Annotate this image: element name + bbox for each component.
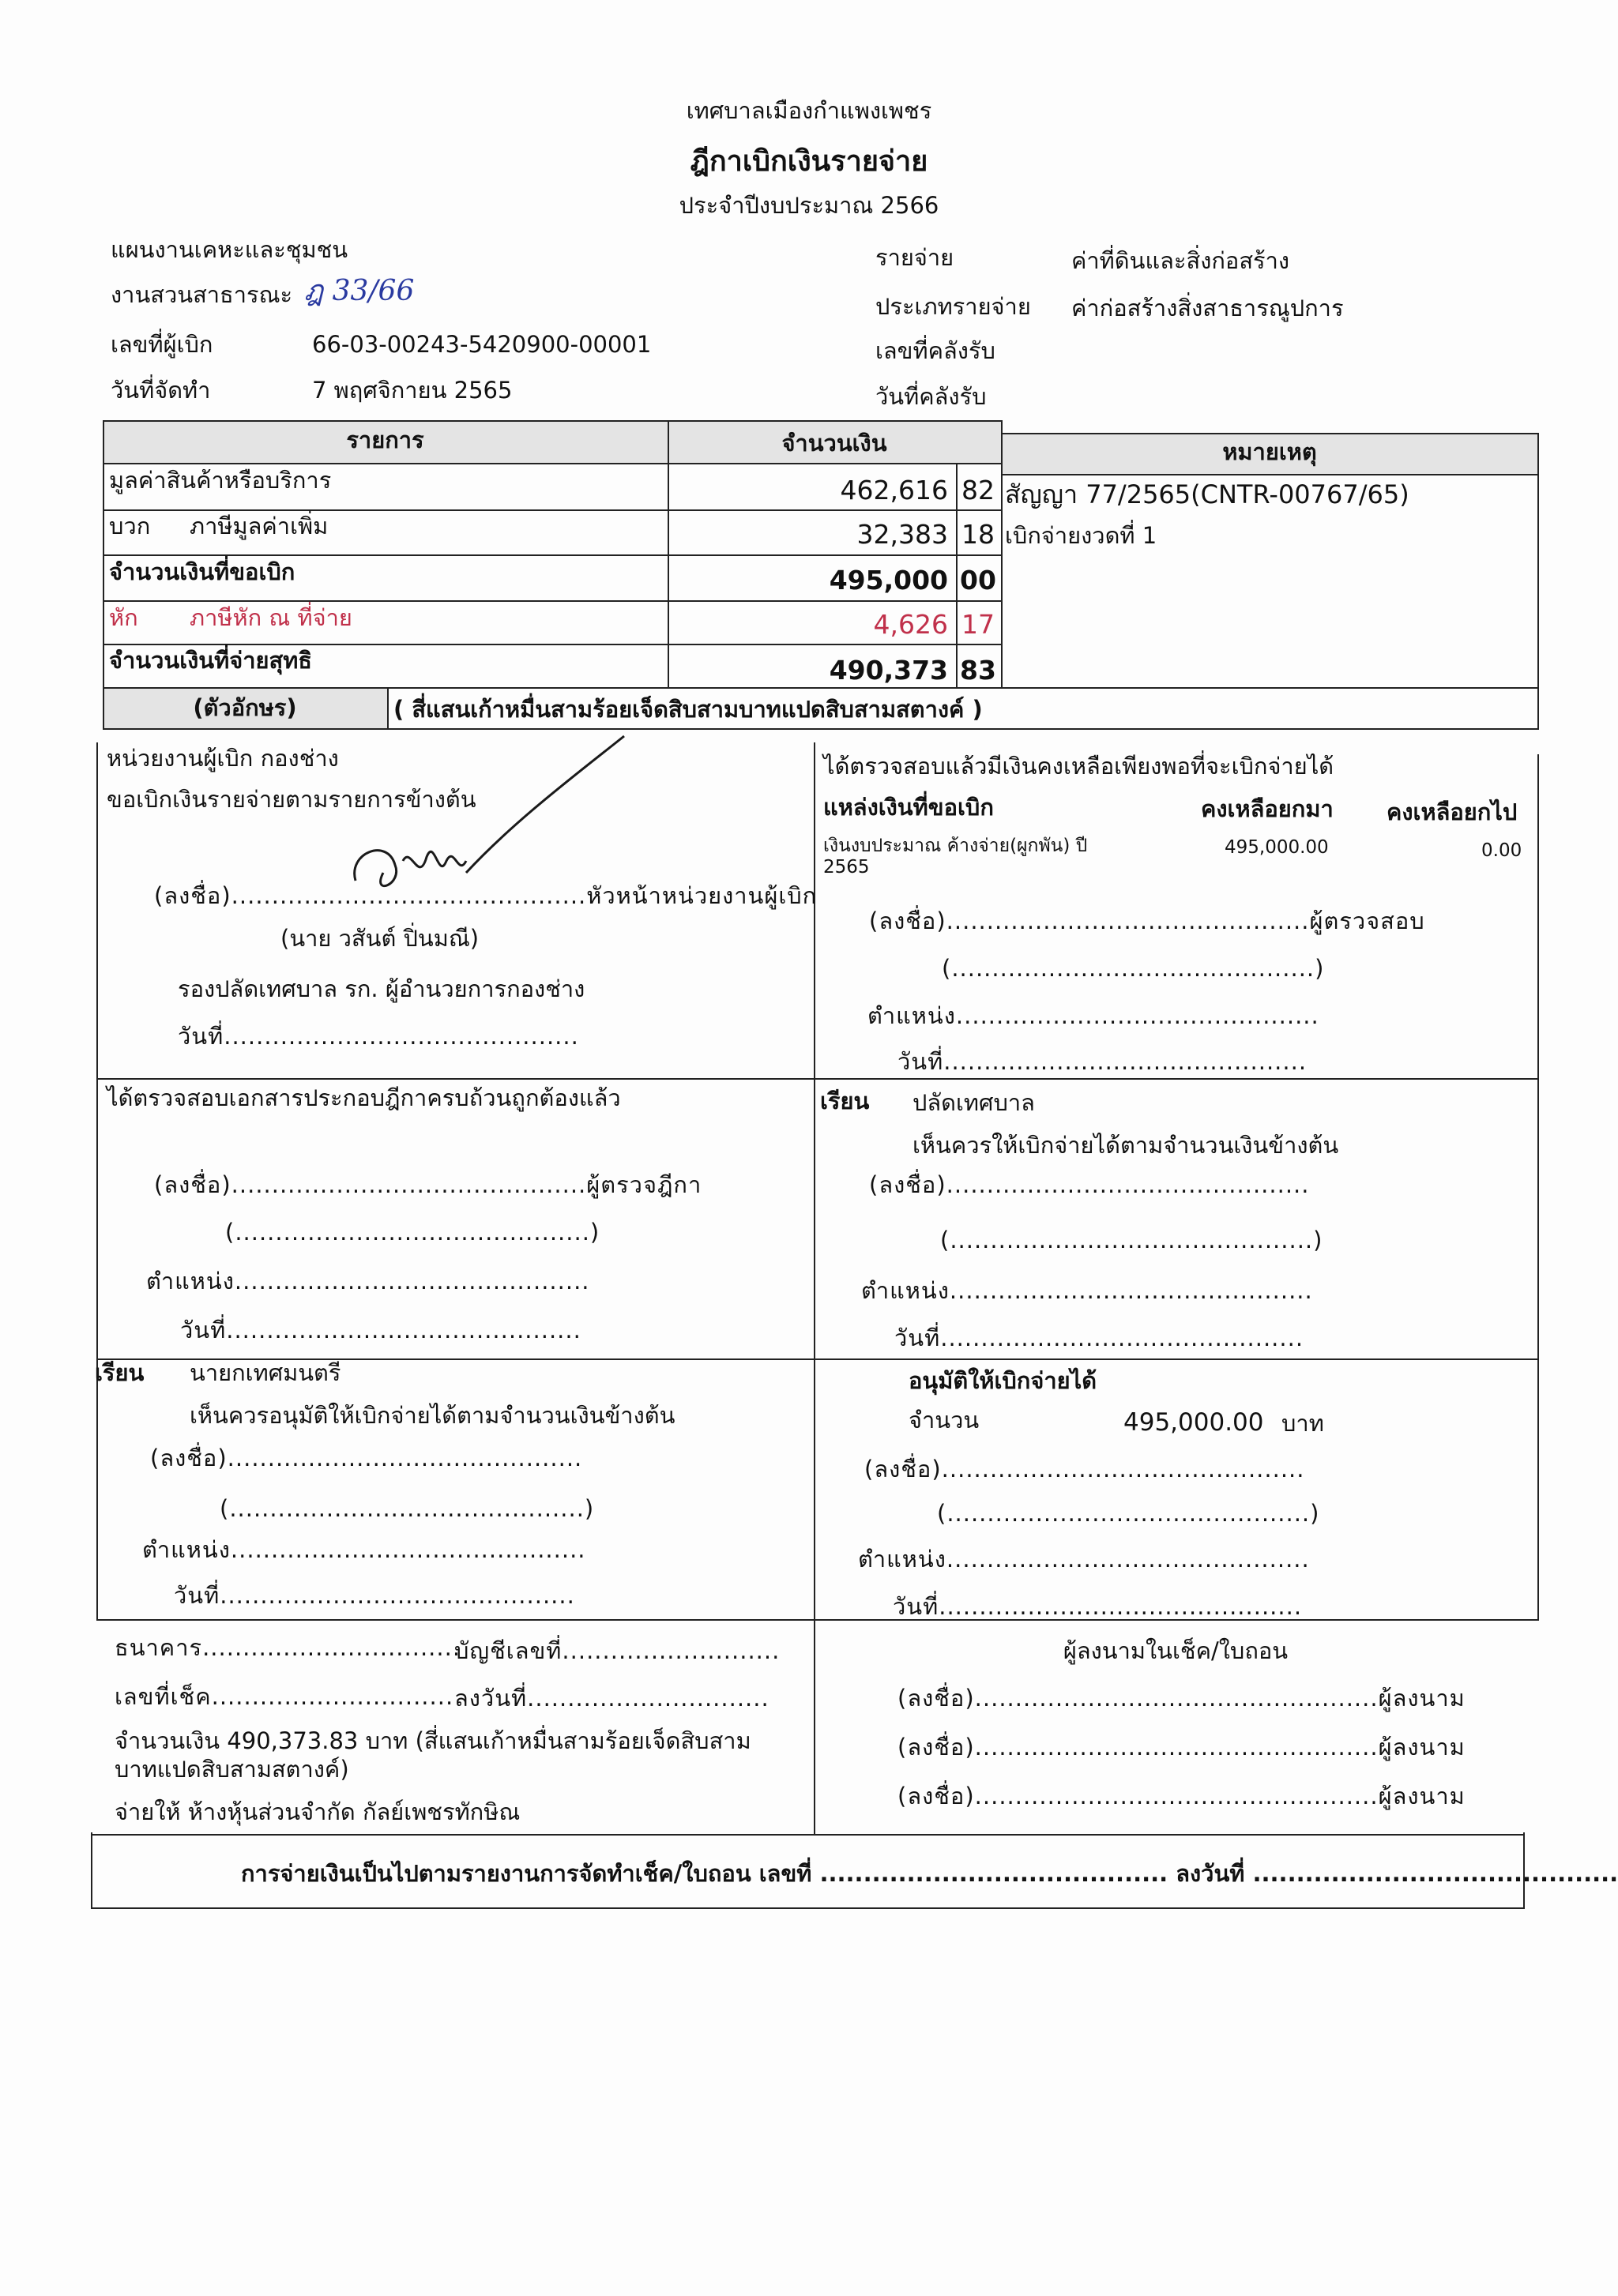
s6-amount-label: จำนวน bbox=[909, 1407, 980, 1434]
s5-paren-line: (............................................) bbox=[220, 1495, 595, 1522]
s5-text: เห็นควรอนุมัติให้เบิกจ่ายได้ตามจำนวนเงินข้างต้น bbox=[190, 1402, 675, 1429]
s2-balance-forward: 495,000.00 bbox=[1225, 837, 1329, 858]
s3-position: ตำแหน่ง............................................ bbox=[146, 1268, 590, 1295]
expense-type-label: ประเภทรายจ่าย bbox=[875, 293, 1031, 320]
s4-position: ตำแหน่ง............................................. bbox=[861, 1277, 1313, 1304]
s7-cheque-no: เลขที่เช็ค.............................. bbox=[115, 1683, 454, 1710]
s6-paren-line: (.............................................) bbox=[937, 1500, 1320, 1527]
row-label: ภาษีมูลค่าเพิ่ม bbox=[190, 513, 329, 539]
row-baht: 4,626 bbox=[873, 609, 948, 640]
s7-amount-line2: บาทแปดสิบสามสตางค์) bbox=[115, 1756, 349, 1783]
s2-balance-forward-header: คงเหลือยกมา bbox=[1201, 795, 1334, 822]
amount-in-words: ( สี่แสนเก้าหมื่นสามร้อยเจ็ดสิบสามบาทแปดสิบสามสตางค์ ) bbox=[393, 696, 983, 723]
s7-payee: จ่ายให้ ห้างหุ้นส่วนจำกัด กัลย์เพชรทักษิณ bbox=[115, 1798, 521, 1825]
s2-source-line1: เงินงบประมาณ ค้างจ่าย(ผูกพัน) ปี bbox=[823, 836, 1088, 856]
s2-source-line2: 2565 bbox=[823, 857, 870, 877]
s1-request: ขอเบิกเงินรายจ่ายตามรายการข้างต้น bbox=[107, 786, 476, 813]
date-value: 7 พฤศจิกายน 2565 bbox=[312, 377, 513, 404]
s3-text: ได้ตรวจสอบเอกสารประกอบฎีกาครบถ้วนถูกต้องแล้ว bbox=[107, 1084, 621, 1111]
words-label: (ตัวอักษร) bbox=[193, 694, 297, 721]
s8-signer-1: (ลงชื่อ)..................................................ผู้ลงนาม bbox=[897, 1685, 1466, 1712]
plan: แผนงานเคหะและชุมชน bbox=[111, 236, 348, 263]
requester-no-label: เลขที่ผู้เบิก bbox=[111, 331, 213, 358]
s5-date: วันที่............................................ bbox=[174, 1582, 575, 1609]
col-amount-header: จำนวนเงิน bbox=[781, 430, 887, 457]
requester-no: 66-03-00243-5420900-00001 bbox=[312, 331, 652, 358]
row-satang: 83 bbox=[960, 655, 996, 686]
s4-sign-line: (ลงชื่อ)............................................. bbox=[869, 1171, 1310, 1198]
s2-position: ตำแหน่ง............................................. bbox=[867, 1002, 1319, 1029]
s1-sign-line: (ลงชื่อ)............................................หัวหน้าหน่วยงานผู้เบิก bbox=[154, 882, 818, 909]
s7-cheque-date: ลงวันที่.............................. bbox=[454, 1685, 769, 1712]
handwritten-note: ฎ 33/66 bbox=[304, 275, 415, 307]
signature-image bbox=[340, 727, 648, 908]
treasury-date-label: วันที่คลังรับ bbox=[875, 383, 987, 410]
s2-balance-carry-header: คงเหลือยกไป bbox=[1387, 799, 1518, 825]
s7-bank: ธนาคาร................................ bbox=[115, 1634, 461, 1661]
s4-text: เห็นควรให้เบิกจ่ายได้ตามจำนวนเงินข้างต้น bbox=[912, 1132, 1339, 1159]
row-baht: 495,000 bbox=[829, 565, 948, 596]
s8-title: ผู้ลงนามในเช็ค/ใบถอน bbox=[1063, 1637, 1289, 1664]
row-prefix: หัก bbox=[109, 604, 138, 631]
row-label: จำนวนเงินที่ขอเบิก bbox=[109, 558, 295, 585]
s3-date: วันที่............................................ bbox=[180, 1317, 581, 1343]
org-name: เทศบาลเมืองกำแพงเพชร bbox=[686, 97, 932, 124]
footer-note: การจ่ายเงินเป็นไปตามรายงานการจัดทำเช็ค/ใบถอน เลขที่ ........................................ ลงวันที่ .......................................... bbox=[241, 1860, 1618, 1887]
s1-unit: หน่วยงานผู้เบิก กองช่าง bbox=[107, 745, 339, 772]
row-satang: 18 bbox=[961, 519, 995, 550]
expense-value: ค่าที่ดินและสิ่งก่อสร้าง bbox=[1071, 247, 1290, 274]
row-label: มูลค่าสินค้าหรือบริการ bbox=[109, 467, 332, 494]
s5-to: นายกเทศมนตรี bbox=[190, 1359, 341, 1386]
row-prefix: บวก bbox=[109, 513, 151, 539]
row-baht: 32,383 bbox=[856, 519, 948, 550]
s6-position: ตำแหน่ง............................................. bbox=[858, 1546, 1310, 1573]
s6-title: อนุมัติให้เบิกจ่ายได้ bbox=[909, 1367, 1097, 1394]
s4-paren-line: (.............................................) bbox=[940, 1227, 1323, 1253]
s7-amount-line1: จำนวนเงิน 490,373.83 บาท (สี่แสนเก้าหมื่นสามร้อยเจ็ดสิบสาม bbox=[115, 1727, 751, 1754]
s3-sign-line: (ลงชื่อ)............................................ผู้ตรวจฎีกา bbox=[154, 1171, 702, 1198]
document-title: ฎีกาเบิกเงินรายจ่าย bbox=[690, 145, 928, 178]
row-satang: 00 bbox=[960, 565, 996, 596]
s2-balance-carry: 0.00 bbox=[1481, 840, 1522, 861]
s8-signer-2: (ลงชื่อ)..................................................ผู้ลงนาม bbox=[897, 1734, 1466, 1761]
row-satang: 82 bbox=[961, 475, 995, 505]
s2-source-header: แหล่งเงินที่ขอเบิก bbox=[823, 794, 994, 821]
treasury-no-label: เลขที่คลังรับ bbox=[875, 337, 995, 364]
s6-sign-line: (ลงชื่อ)............................................. bbox=[864, 1456, 1305, 1482]
fiscal-year: ประจำปีงบประมาณ 2566 bbox=[679, 192, 939, 219]
s1-name: (นาย วสันต์ ปิ่นมณี) bbox=[280, 925, 480, 952]
s1-date: วันที่............................................ bbox=[178, 1023, 579, 1050]
col-item-header: รายการ bbox=[346, 427, 424, 453]
s5-to-label: เรียน bbox=[95, 1359, 145, 1386]
s7-account: บัญชีเลขที่........................... bbox=[454, 1637, 781, 1664]
s6-date: วันที่............................................. bbox=[893, 1593, 1303, 1620]
s4-to-label: เรียน bbox=[820, 1088, 870, 1114]
expense-label: รายจ่าย bbox=[875, 244, 954, 271]
s2-date: วันที่............................................. bbox=[897, 1048, 1308, 1075]
s4-date: วันที่............................................. bbox=[894, 1325, 1304, 1351]
col-note-header: หมายเหตุ bbox=[1222, 438, 1317, 465]
date-label: วันที่จัดทำ bbox=[111, 377, 211, 404]
row-baht: 490,373 bbox=[829, 655, 948, 686]
work-label: งานสวนสาธารณะ bbox=[111, 281, 293, 308]
s5-position: ตำแหน่ง............................................ bbox=[142, 1536, 586, 1563]
s5-sign-line: (ลงชื่อ)............................................ bbox=[150, 1445, 583, 1471]
s2-paren-line: (.............................................) bbox=[942, 955, 1325, 982]
s8-signer-3: (ลงชื่อ)..................................................ผู้ลงนาม bbox=[897, 1783, 1466, 1809]
s6-amount-unit: บาท bbox=[1281, 1410, 1324, 1437]
s1-position: รองปลัดเทศบาล รก. ผู้อำนวยการกองช่าง bbox=[178, 975, 585, 1002]
s2-sign-line: (ลงชื่อ).............................................ผู้ตรวจสอบ bbox=[869, 908, 1425, 934]
s3-paren-line: (............................................) bbox=[225, 1219, 600, 1246]
row-label: จำนวนเงินที่จ่ายสุทธิ bbox=[109, 647, 313, 674]
note-contract: สัญญา 77/2565(CNTR-00767/65) bbox=[1005, 479, 1409, 509]
s4-to: ปลัดเทศบาล bbox=[912, 1089, 1035, 1116]
s2-checked: ได้ตรวจสอบแล้วมีเงินคงเหลือเพียงพอที่จะเบิกจ่ายได้ bbox=[823, 753, 1334, 780]
s6-amount: 495,000.00 bbox=[1123, 1408, 1264, 1437]
row-label: ภาษีหัก ณ ที่จ่าย bbox=[190, 604, 352, 631]
row-satang: 17 bbox=[961, 609, 995, 640]
note-installment: เบิกจ่ายงวดที่ 1 bbox=[1005, 522, 1157, 549]
expense-type-value: ค่าก่อสร้างสิ่งสาธารณูปการ bbox=[1071, 295, 1344, 321]
row-baht: 462,616 bbox=[840, 475, 948, 505]
